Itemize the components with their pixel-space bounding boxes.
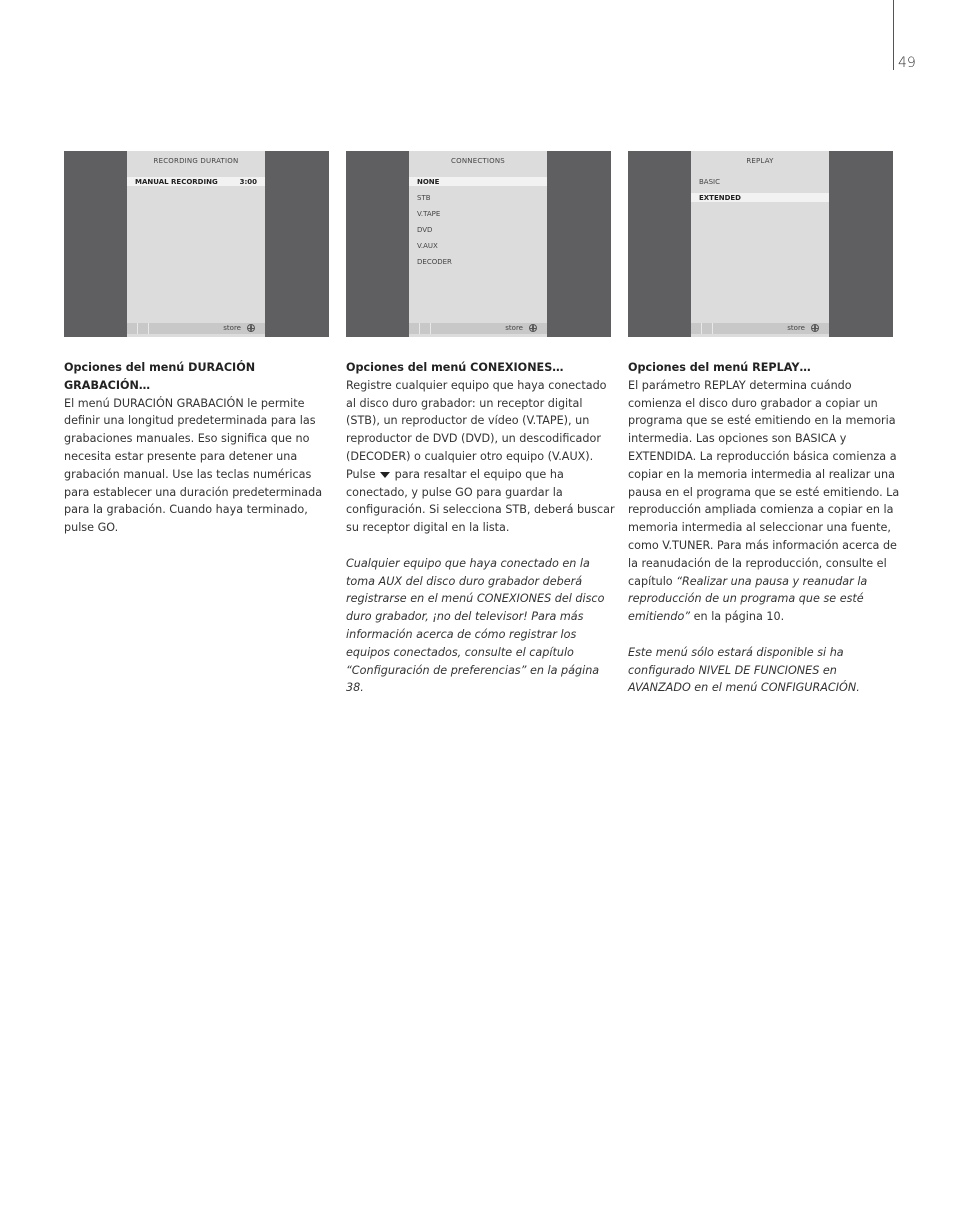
section-body: El menú DURACIÓN GRABACIÓN le permite definir una longitud predeterminada para las grabaciones manuales. Eso significa que no necesita estar presente para detener una grabación manual. Use las teclas numéricas para establecer una duración predeterminada para la grabación. Cuando haya terminado, pulse GO. bbox=[64, 396, 323, 535]
menu-statusbar bbox=[691, 323, 829, 334]
status-segment bbox=[420, 323, 431, 334]
menu-row-manual-recording[interactable] bbox=[127, 177, 265, 193]
menu-row-stb[interactable] bbox=[409, 193, 547, 209]
menu-statusbar bbox=[127, 323, 265, 334]
store-label: store bbox=[787, 324, 805, 332]
row-label: EXTENDED bbox=[699, 194, 741, 202]
row-label: V.TAPE bbox=[417, 210, 441, 218]
spacer bbox=[346, 537, 618, 555]
menu-row-vaux[interactable] bbox=[409, 241, 547, 257]
body-text: Registre cualquier equipo que haya conectado al disco duro grabador: un receptor digital (STB), un reproductor de vídeo (V.TAPE), un reproductor de DVD (DVD), un descodificador (DECODER) o cualquier otro equipo (V.AUX). Pulse bbox=[346, 378, 607, 481]
row-label: DECODER bbox=[417, 258, 452, 266]
menu-row-decoder[interactable] bbox=[409, 257, 547, 273]
status-segment bbox=[138, 323, 149, 334]
menu-statusbar bbox=[409, 323, 547, 334]
store-label: store bbox=[505, 324, 523, 332]
status-segment bbox=[127, 323, 138, 334]
menu-panel bbox=[691, 151, 829, 337]
screen-replay bbox=[628, 151, 893, 337]
menu-title: RECORDING DURATION bbox=[153, 157, 239, 165]
menu-panel bbox=[127, 151, 265, 337]
status-segment bbox=[691, 323, 702, 334]
page-number: 49 bbox=[898, 55, 916, 71]
section-heading: Opciones del menú DURACIÓN GRABACIÓN… bbox=[64, 361, 256, 392]
section-body bbox=[628, 377, 900, 626]
menu-rows bbox=[691, 177, 829, 209]
column-replay bbox=[628, 359, 900, 697]
section-body bbox=[346, 377, 618, 537]
menu-row-none[interactable] bbox=[409, 177, 547, 193]
row-label: MANUAL RECORDING bbox=[135, 178, 218, 186]
row-value: 3:00 bbox=[239, 178, 257, 186]
menu-title: REPLAY bbox=[746, 157, 774, 165]
body-text: El parámetro REPLAY determina cuándo comienza el disco duro grabador a copiar un programa que se esté emitiendo en la memoria intermedia. Las opciones son BASICA y EXTENDIDA. La reproducción básica comienza a copiar en la memoria intermedia al realizar una pausa en el programa que se esté emitiendo. La reproducción ampliada comienza a copiar en la memoria intermedia al seleccionar una fuente, como V.TUNER. Para más información acerca de la reanudación de la reproducción, consulte el capítulo bbox=[628, 378, 900, 588]
body-text: en la página 10. bbox=[693, 610, 785, 624]
menu-row-basic[interactable] bbox=[691, 177, 829, 193]
row-label: NONE bbox=[417, 178, 440, 186]
chapter-reference: “Realizar una pausa y reanudar la reproducción de un programa que se esté emitiendo” bbox=[628, 574, 868, 624]
arrow-down-icon bbox=[380, 472, 390, 478]
row-label: BASIC bbox=[699, 178, 720, 186]
menu-panel bbox=[409, 151, 547, 337]
column-connections bbox=[346, 359, 618, 697]
store-label: store bbox=[223, 324, 241, 332]
section-heading: Opciones del menú CONEXIONES… bbox=[346, 361, 564, 374]
column-recording-duration bbox=[64, 359, 336, 537]
menu-title: CONNECTIONS bbox=[451, 157, 505, 165]
status-segment bbox=[409, 323, 420, 334]
row-label: V.AUX bbox=[417, 242, 438, 250]
section-note: Cualquier equipo que haya conectado en la toma AUX del disco duro grabador deberá registrarse en el menú CONEXIONES del disco duro grabador, ¡no del televisor! Para más información acerca de cómo registrar los equipos conectados, consulte el capítulo “Configuración de preferencias” en la página 38. bbox=[346, 556, 605, 695]
status-segment bbox=[702, 323, 713, 334]
menu-rows bbox=[409, 177, 547, 273]
row-label: STB bbox=[417, 194, 431, 202]
page-margin-rule bbox=[893, 0, 894, 70]
screen-connections bbox=[346, 151, 611, 337]
menu-row-vtape[interactable] bbox=[409, 209, 547, 225]
menu-row-dvd[interactable] bbox=[409, 225, 547, 241]
section-note: Este menú sólo estará disponible si ha configurado NIVEL DE FUNCIONES en AVANZADO en el menú CONFIGURACIÓN. bbox=[628, 645, 860, 695]
screen-recording-duration bbox=[64, 151, 329, 337]
row-label: DVD bbox=[417, 226, 433, 234]
globe-icon bbox=[529, 324, 537, 332]
menu-row-extended[interactable] bbox=[691, 193, 829, 209]
globe-icon bbox=[811, 324, 819, 332]
section-heading: Opciones del menú REPLAY… bbox=[628, 361, 811, 374]
globe-icon bbox=[247, 324, 255, 332]
spacer bbox=[628, 626, 900, 644]
menu-rows bbox=[127, 177, 265, 193]
body-text: para resaltar el equipo que ha conectado, y pulse GO para guardar la configuración. Si selecciona STB, deberá buscar su receptor digital en la lista. bbox=[346, 467, 615, 535]
